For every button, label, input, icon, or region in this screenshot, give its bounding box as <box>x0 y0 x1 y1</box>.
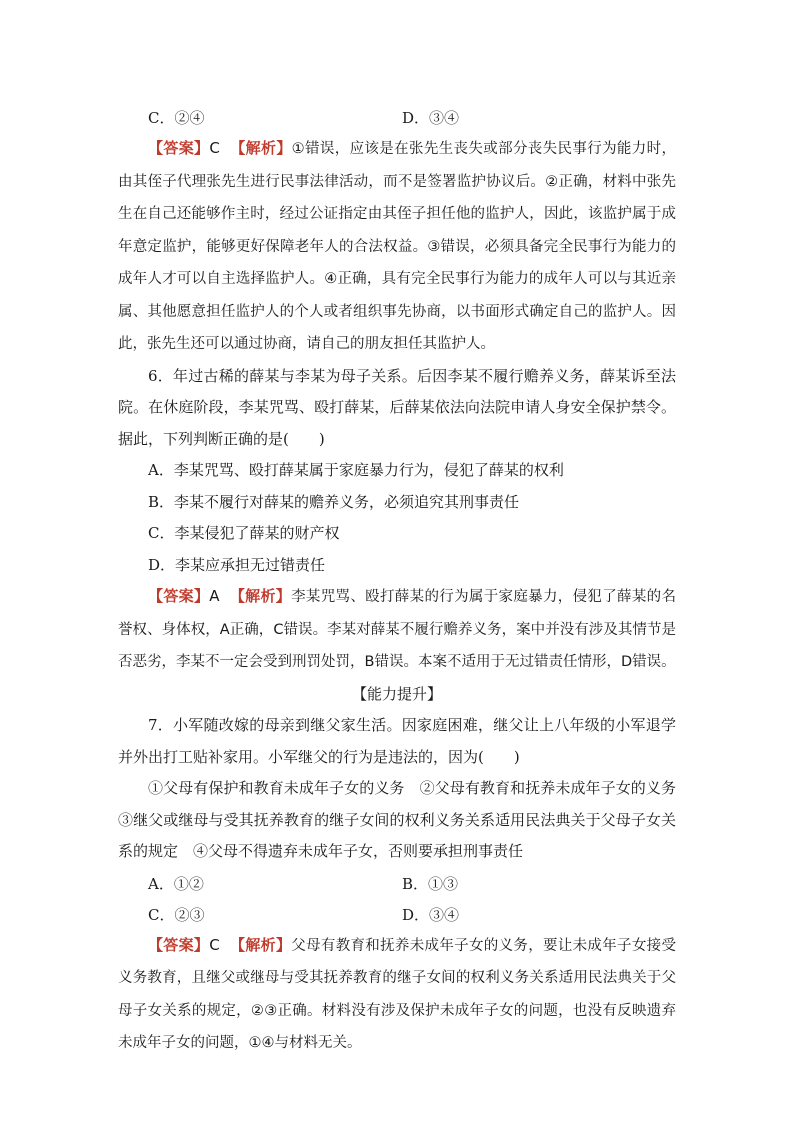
q5-answer-block <box>118 133 676 361</box>
q7-answer-block <box>118 930 676 1060</box>
analysis-label: 【解析】 <box>229 587 292 605</box>
q7-stem: 7．小军随改嫁的母亲到继父家生活。因家庭困难，继父让上八年级的小军退学并外出打工贴补家用。小军继父的行为是违法的，因为( ) <box>118 716 676 766</box>
q6-stem: 6．年过古稀的薛某与李某为母子关系。后因李某不履行赡养义务，薛某诉至法院。在休庭阶段，李某咒骂、殴打薛某，后薛某依法向法院申请人身安全保护禁令。据此，下列判断正确的是( ) <box>118 366 676 448</box>
analysis-text: 父母有教育和抚养未成年子女的义务，要让未成年子女接受义务教育，且继父或继母与受其抚养教育的继子女间的权利义务关系适用民法典关于父母子女关系的规定，②③正确。材料没有涉及保护未成年子女的问题，也没有反映遗弃未成年子女的问题，①④与材料无关。 <box>118 937 676 1051</box>
q6-option-c: C．李某侵犯了薛某的财产权 <box>148 524 340 542</box>
answer-letter: A <box>209 587 220 605</box>
q7-options-row-2 <box>118 899 676 930</box>
q6-option-d: D．李某应承担无过错责任 <box>148 555 326 574</box>
answer-label: 【答案】 <box>148 587 210 605</box>
q6-answer-block <box>118 581 676 679</box>
q5-option-c: C．②④ <box>148 109 205 127</box>
answer-letter: C <box>209 935 220 954</box>
q7-option-c: C．②③ <box>148 905 205 924</box>
q5-options-row <box>118 102 676 133</box>
answer-label: 【答案】 <box>148 139 210 157</box>
analysis-text: ①错误，应该是在张先生丧失或部分丧失民事行为能力时，由其侄子代理张先生进行民事法律活动，而不是签署监护协议后。②正确，材料中张先生在自己还能够作主时，经过公证指定由其侄子担任他的监护人，因此，该监护属于成年意定监护，能够更好保障老年人的合法权益。③错误，必须具备完全民事行为能力的成年人才可以自主选择监护人。④正确，具有完全民事行为能力的成年人可以与其近亲属、其他愿意担任监护人的个人或者组织事先协商，以书面形式确定自己的监护人。因此，张先生还可以通过协商，请自己的朋友担任其监护人。 <box>118 141 676 352</box>
q7-option-b: B．①③ <box>402 874 459 893</box>
q7-option-d: D．③④ <box>402 905 460 924</box>
q6-option-b: B．李某不履行对薛某的赡养义务，必须追究其刑事责任 <box>148 492 520 511</box>
q7-options-row-1 <box>118 868 676 899</box>
analysis-text: 李某咒骂、殴打薛某的行为属于家庭暴力，侵犯了薛某的名誉权、身体权，A正确，C错误。李某对薛某不履行赡养义务，案中并没有涉及其情节是否恶劣，李某不一定会受到刑罚处罚，B错误。本案不适用于无过错责任情形，D错误。 <box>118 589 676 670</box>
analysis-label: 【解析】 <box>229 139 292 157</box>
answer-label: 【答案】 <box>148 935 210 954</box>
q6-option-a: A．李某咒骂、殴打薛某属于家庭暴力行为，侵犯了薛某的权利 <box>148 461 564 479</box>
analysis-label: 【解析】 <box>229 935 292 954</box>
answer-letter: C <box>209 139 220 157</box>
section-title: 【能力提升】 <box>351 684 442 703</box>
q5-option-d: D．③④ <box>402 109 460 127</box>
q7-statements: ①父母有保护和教育未成年子女的义务 ②父母有教育和抚养未成年子女的义务 ③继父或继母与受其抚养教育的继子女间的权利义务关系适用民法典关于父母子女关系的规定 ④父母不得遗弃未成年子女，否则要承担刑事责任 <box>118 779 692 860</box>
q7-option-a: A．①② <box>148 874 204 893</box>
